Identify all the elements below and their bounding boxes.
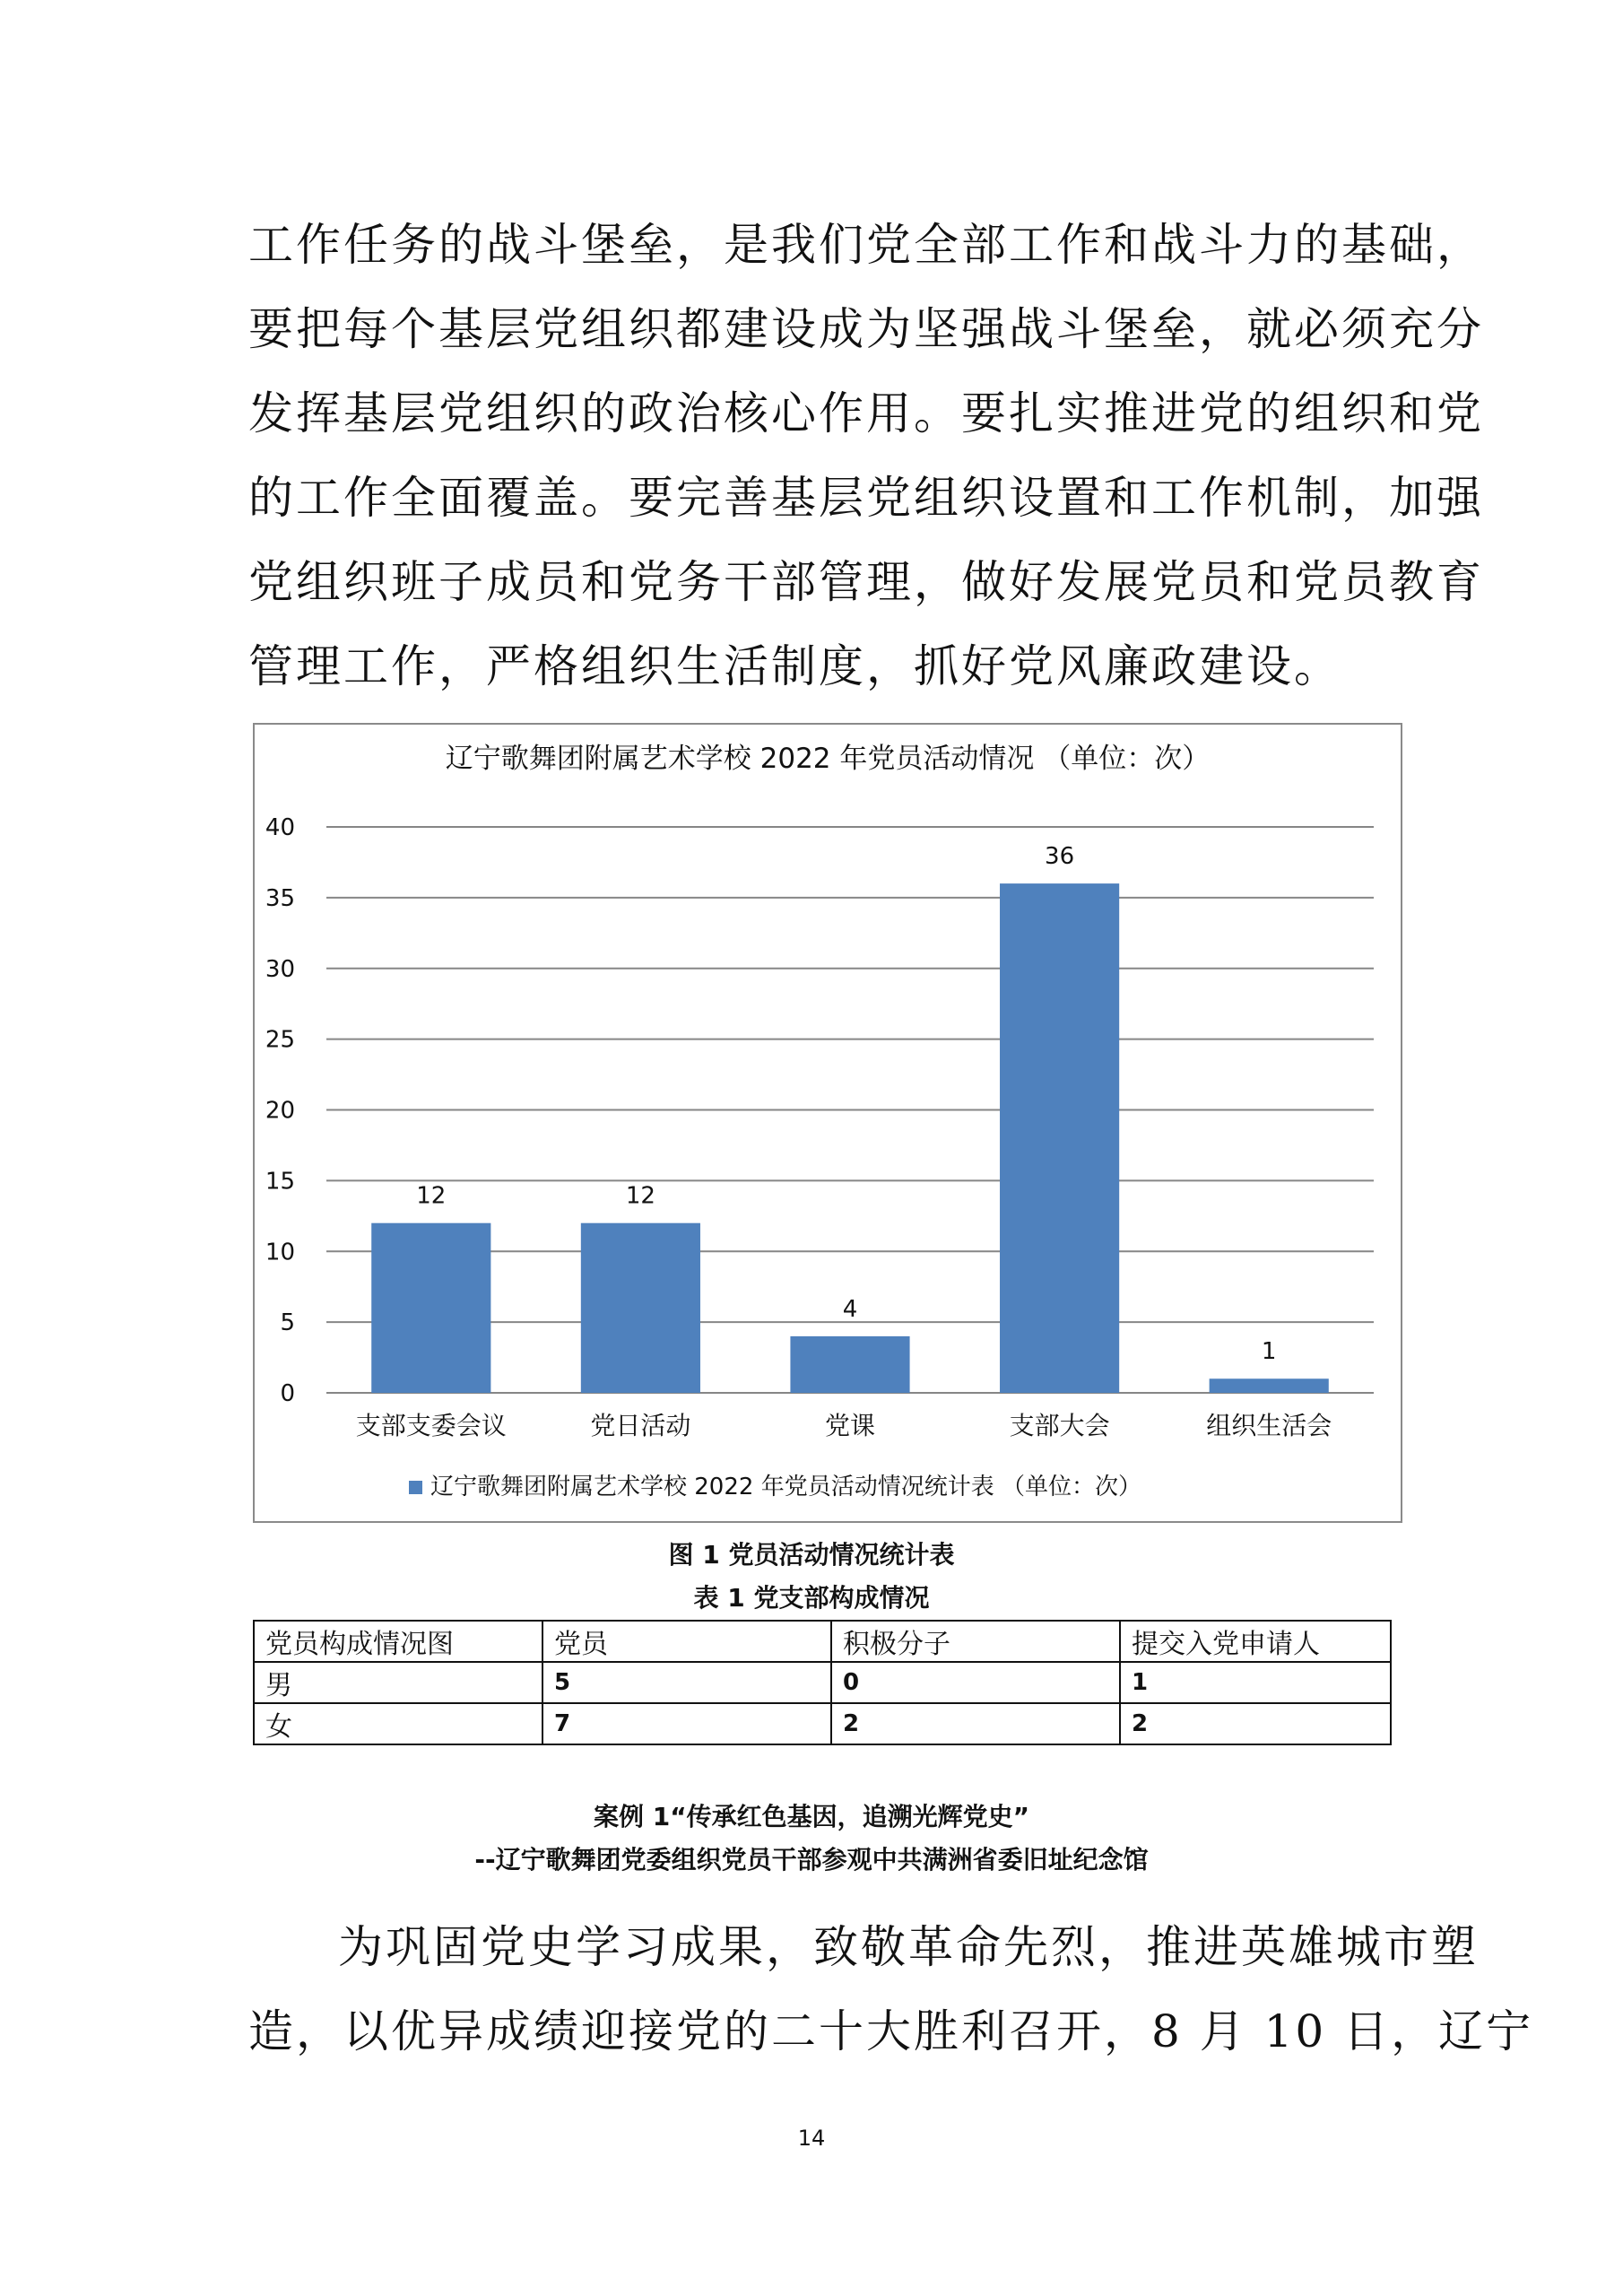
table-row (254, 1662, 1391, 1703)
chart-data-label: 36 (1045, 843, 1075, 871)
chart-y-tick-label: 20 (265, 1097, 295, 1125)
table-cell: 2 (831, 1703, 1120, 1744)
closing-paragraph (248, 1905, 1534, 2074)
chart-y-tick-label: 5 (280, 1309, 295, 1337)
table-cell: 7 (542, 1703, 831, 1744)
chart-title: 辽宁歌舞团附属艺术学校 2022 年党员活动情况 （单位：次） (445, 743, 1211, 775)
paragraph-line: 造，以优异成绩迎接党的二十大胜利召开，8 月 10 日，辽宁 (248, 2005, 1534, 2057)
table-cell: 女 (254, 1703, 542, 1744)
chart-x-tick-label: 支部支委会议 (355, 1411, 507, 1440)
legend-swatch (409, 1481, 422, 1494)
chart-x-tick-label: 党日活动 (590, 1411, 691, 1440)
chart-bar (371, 1223, 490, 1393)
table-header-cell: 积极分子 (831, 1621, 1120, 1662)
table-header-cell: 提交入党申请人 (1120, 1621, 1391, 1662)
chart-y-tick-label: 40 (265, 814, 295, 841)
chart-data-label: 12 (416, 1182, 447, 1210)
page-number: 14 (797, 2126, 826, 2151)
table-header-cell: 党员构成情况图 (254, 1621, 542, 1662)
chart-data-label: 12 (625, 1182, 655, 1210)
paragraph-line: 为巩固党史学习成果，致敬革命先烈，推进英雄城市塑 (338, 1921, 1479, 1973)
case-title: 案例 1“传承红色基因，追溯光辉党史” (593, 1802, 1030, 1831)
chart-y-tick-label: 25 (265, 1026, 295, 1054)
chart-bar (581, 1223, 700, 1393)
paragraph-line: 要把每个基层党组织都建设成为坚强战斗堡垒，就必须充分 (248, 303, 1484, 355)
chart-data-label: 1 (1261, 1338, 1277, 1366)
activity-chart-svg (255, 725, 1401, 1521)
table-cell: 男 (254, 1662, 542, 1703)
table-header-row (254, 1621, 1391, 1662)
figure-caption: 图 1 党员活动情况统计表 (668, 1540, 955, 1570)
party-composition-table (253, 1620, 1392, 1745)
case-subtitle: --辽宁歌舞团党委组织党员干部参观中共满洲省委旧址纪念馆 (474, 1845, 1149, 1874)
legend-label: 辽宁歌舞团附属艺术学校 2022 年党员活动情况统计表 （单位：次） (430, 1474, 1141, 1500)
activity-chart (253, 723, 1402, 1523)
chart-bar (790, 1336, 909, 1393)
chart-y-tick-label: 30 (265, 955, 295, 983)
chart-bar (1000, 883, 1119, 1393)
chart-y-tick-label: 0 (280, 1380, 295, 1407)
table-cell: 5 (542, 1662, 831, 1703)
chart-x-tick-label: 支部大会 (1009, 1411, 1110, 1440)
table-header-cell: 党员 (542, 1621, 831, 1662)
paragraph-line: 的工作全面覆盖。要完善基层党组织设置和工作机制，加强 (248, 472, 1484, 524)
paragraph-line: 管理工作，严格组织生活制度，抓好党风廉政建设。 (248, 640, 1341, 692)
paragraph-line: 党组织班子成员和党务干部管理，做好发展党员和党员教育 (248, 556, 1484, 608)
table-cell: 0 (831, 1662, 1120, 1703)
intro-paragraph (248, 203, 1484, 709)
chart-y-tick-label: 35 (265, 884, 295, 912)
chart-y-tick-label: 10 (265, 1239, 295, 1266)
chart-bar (1210, 1378, 1329, 1393)
table-cell: 1 (1120, 1662, 1391, 1703)
chart-x-axis (356, 1411, 1332, 1440)
paragraph-line: 工作任务的战斗堡垒，是我们党全部工作和战斗力的基础， (248, 219, 1484, 271)
table-row (254, 1703, 1391, 1744)
chart-data-labels (416, 843, 1276, 1365)
chart-data-label: 4 (842, 1295, 858, 1323)
chart-y-tick-label: 15 (265, 1168, 295, 1196)
paragraph-line: 发挥基层党组织的政治核心作用。要扎实推进党的组织和党 (248, 387, 1484, 439)
table-caption: 表 1 党支部构成情况 (693, 1583, 930, 1613)
table-cell: 2 (1120, 1703, 1391, 1744)
chart-y-axis (265, 814, 295, 1407)
chart-x-tick-label: 组织生活会 (1206, 1411, 1332, 1440)
chart-x-tick-label: 党课 (824, 1411, 876, 1440)
